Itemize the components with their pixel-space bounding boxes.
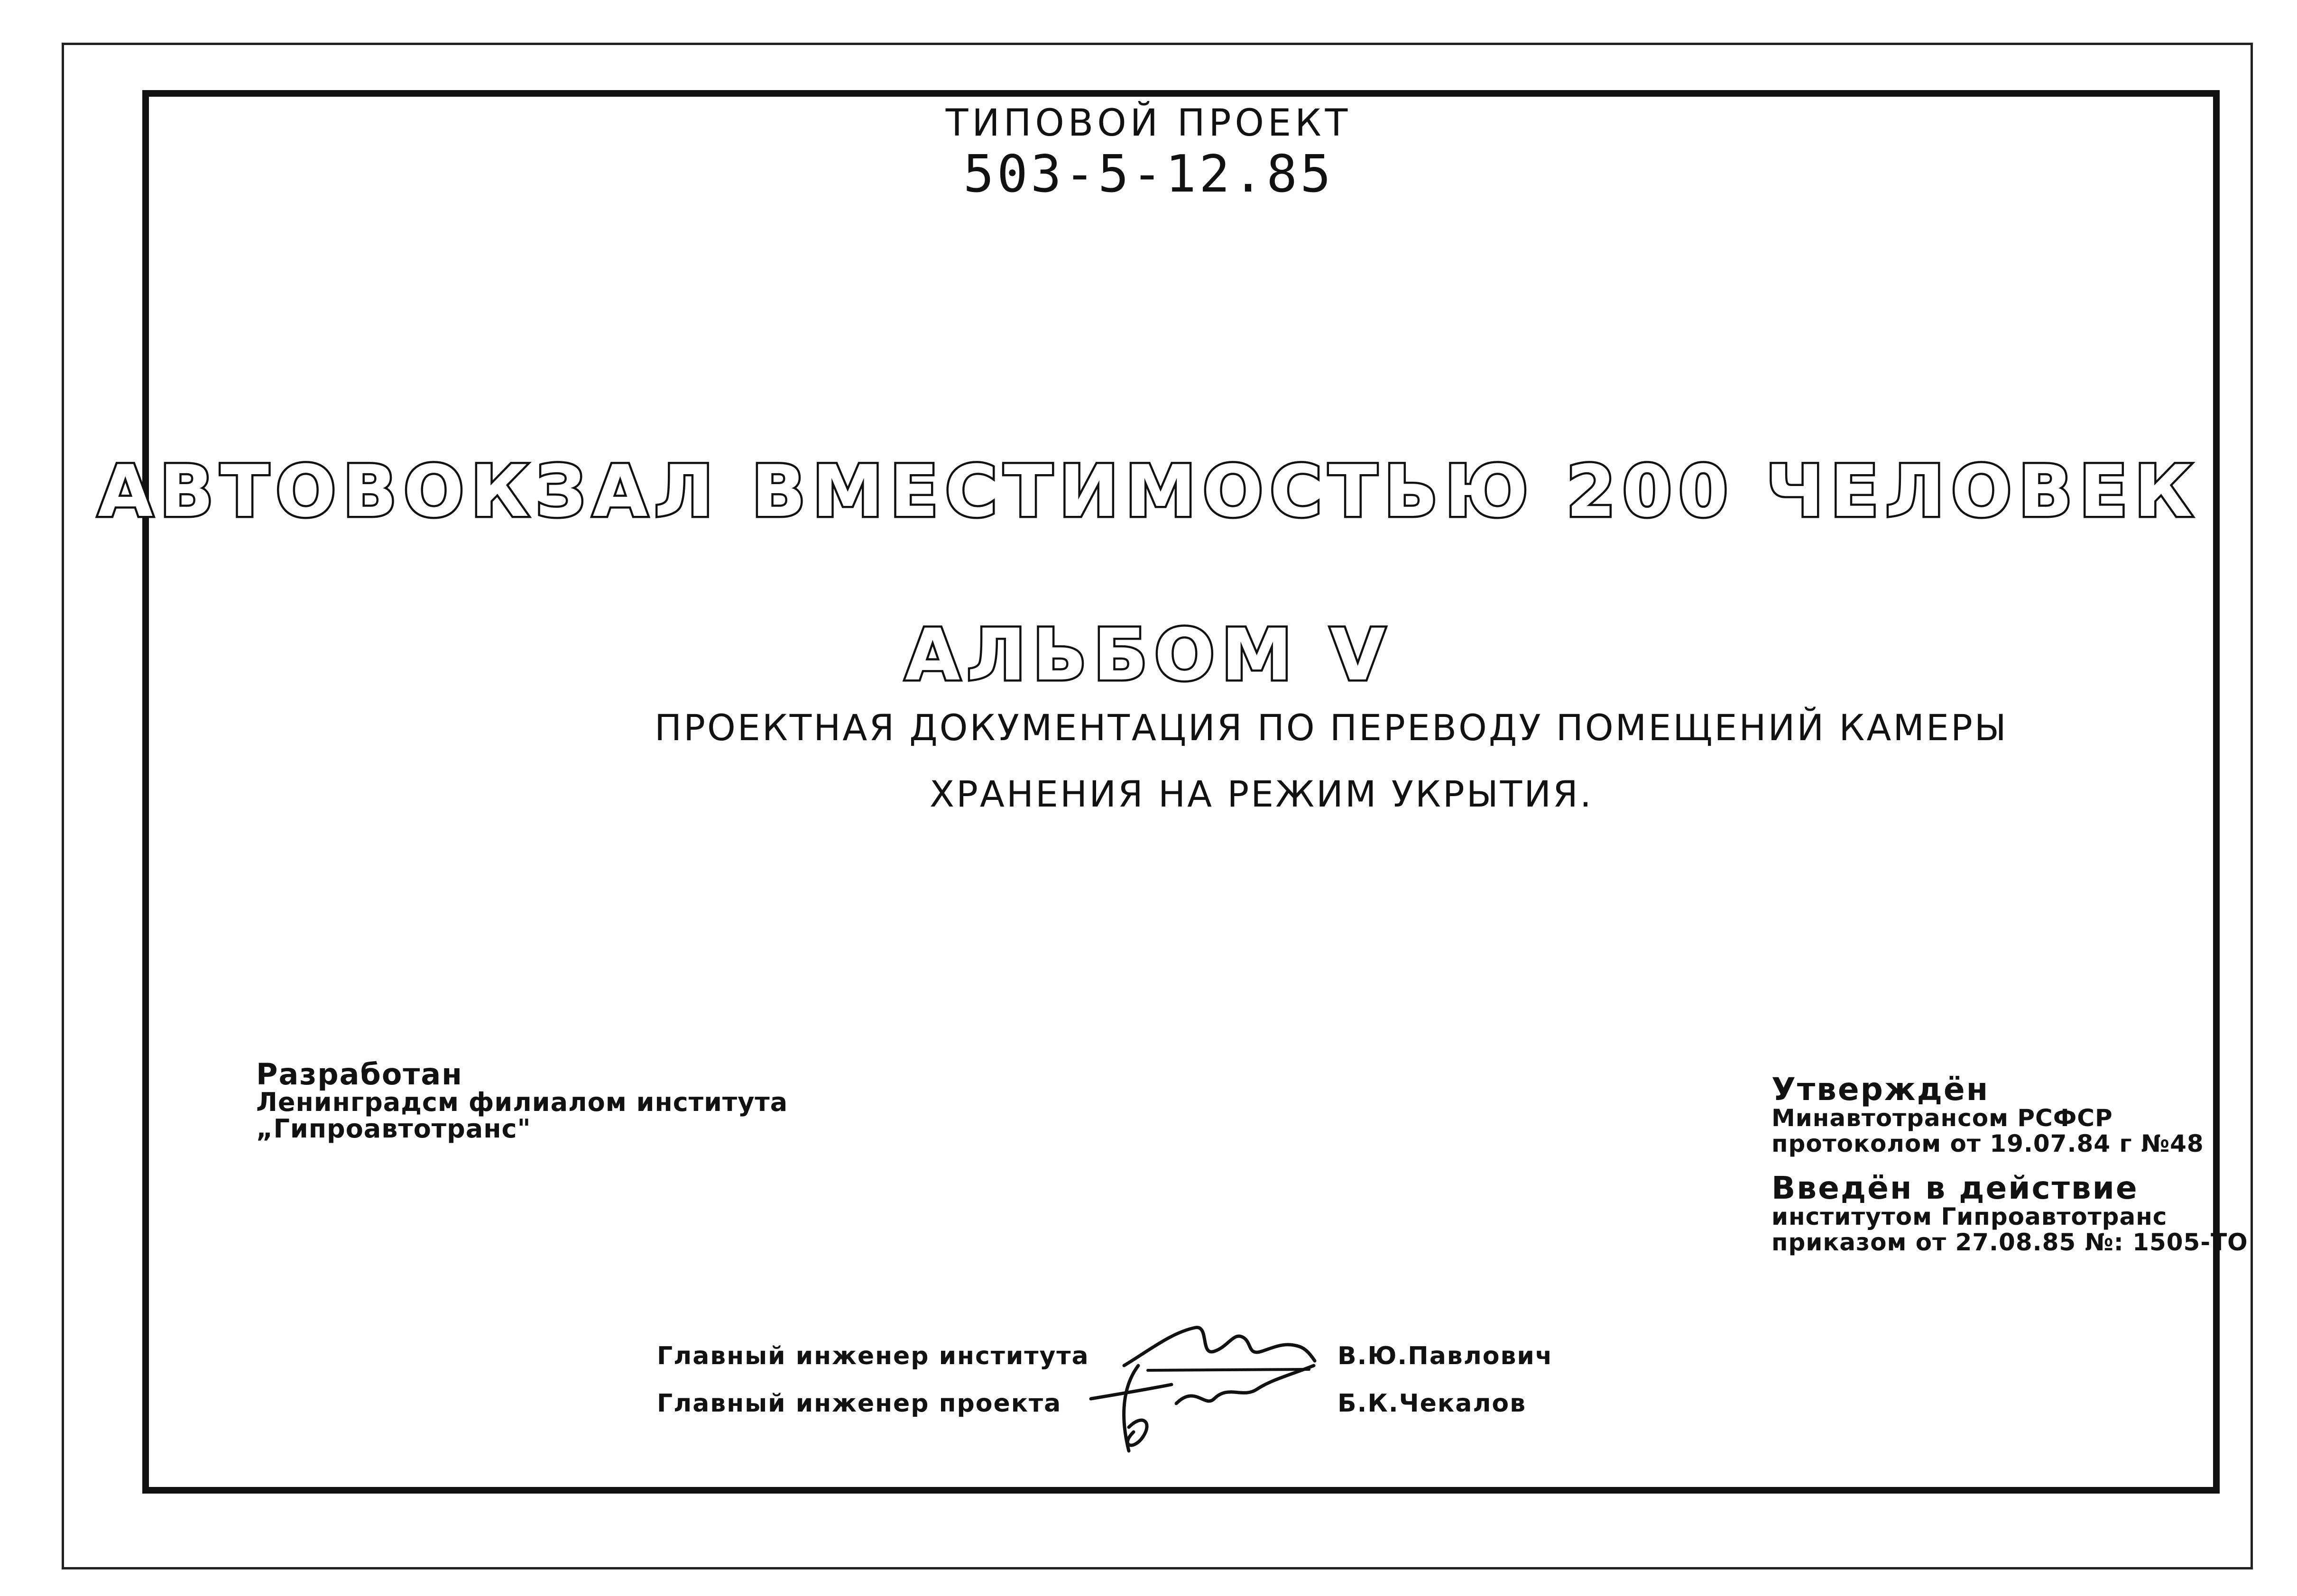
enacted-line-1: институтом Гипроавтотранс <box>1771 1203 2168 1230</box>
approved-line-2: протоколом от 19.07.84 г №48 <box>1771 1130 2204 1157</box>
developed-line-1: Ленинградсм филиалом института <box>256 1087 788 1117</box>
document-main-title: АВТОВОКЗАЛ ВМЕСТИМОСТЬЮ 200 ЧЕЛОВЕК <box>98 450 2199 533</box>
project-type-label: ТИПОВОЙ ПРОЕКТ <box>945 102 1352 145</box>
subtitle-line-2: ХРАНЕНИЯ НА РЕЖИМ УКРЫТИЯ. <box>930 773 1594 815</box>
signature-name-chief-engineer-institute: В.Ю.Павлович <box>1338 1342 1553 1370</box>
developed-heading: Разработан <box>256 1057 463 1092</box>
approved-line-1: Минавтотрансом РСФСР <box>1771 1104 2113 1132</box>
developed-by-block <box>256 1057 788 1144</box>
approval-block <box>1771 1071 2248 1256</box>
enacted-line-2: приказом от 27.08.85 №: 1505-ТО <box>1771 1229 2248 1256</box>
signature-role-chief-engineer-project: Главный инженер проекта <box>657 1389 1062 1418</box>
developed-line-2: „Гипроавтотранс" <box>256 1114 531 1144</box>
project-code: 503-5-12.85 <box>963 145 1334 204</box>
signature-role-chief-engineer-institute: Главный инженер института <box>657 1342 1089 1370</box>
handwritten-signature-2-icon <box>1072 1356 1319 1465</box>
album-title: АЛЬБОМ V <box>905 614 1392 697</box>
enacted-heading: Введён в действие <box>1771 1170 2139 1206</box>
subtitle-line-1: ПРОЕКТНАЯ ДОКУМЕНТАЦИЯ ПО ПЕРЕВОДУ ПОМЕЩЕНИЙ КАМЕРЫ <box>655 706 2008 749</box>
signature-name-chief-engineer-project: Б.К.Чекалов <box>1338 1389 1527 1418</box>
approved-heading: Утверждён <box>1771 1071 1990 1108</box>
